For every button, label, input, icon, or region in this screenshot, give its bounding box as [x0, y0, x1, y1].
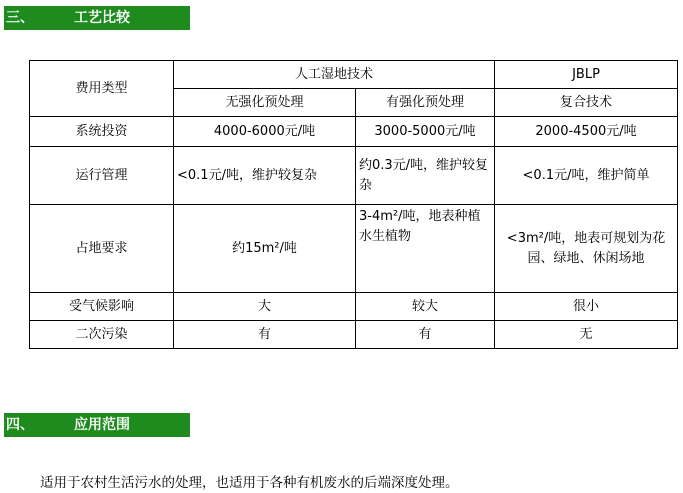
cell: 约0.3元/吨，维护较复杂: [356, 147, 495, 205]
section-heading-3: [4, 6, 190, 30]
comparison-table: [29, 60, 678, 349]
row-label: 受气候影响: [30, 293, 174, 321]
table-row: [30, 147, 678, 205]
section-title: 工艺比较: [74, 10, 130, 26]
cell: 较大: [356, 293, 495, 321]
table-row: [30, 321, 678, 349]
cell: 有: [356, 321, 495, 349]
cell: 大: [174, 293, 356, 321]
subheader-pretreatment: 有强化预处理: [356, 89, 495, 117]
row-label: 二次污染: [30, 321, 174, 349]
cell: 2000-4500元/吨: [495, 117, 678, 147]
subheader-no-pretreatment: 无强化预处理: [174, 89, 356, 117]
table-row: [30, 117, 678, 147]
cell: 无: [495, 321, 678, 349]
cell: <0.1元/吨，维护较复杂: [174, 147, 356, 205]
row-label: 系统投资: [30, 117, 174, 147]
column-header-jblp: JBLP: [495, 61, 678, 89]
column-header-wetland: 人工湿地技术: [174, 61, 495, 89]
section-number: 四、: [6, 417, 34, 433]
cell: 3000-5000元/吨: [356, 117, 495, 147]
table-row: [30, 293, 678, 321]
table-corner-header: 费用类型: [30, 61, 174, 117]
cell: <3m²/吨，地表可规划为花园、绿地、休闲场地: [495, 205, 678, 293]
cell: 3-4m²/吨，地表种植水生植物: [356, 205, 495, 293]
cell: 很小: [495, 293, 678, 321]
row-label: 占地要求: [30, 205, 174, 293]
section-number: 三、: [6, 10, 34, 26]
body-paragraph: 适用于农村生活污水的处理，也适用于各种有机废水的后端深度处理。: [40, 475, 459, 491]
cell: 4000-6000元/吨: [174, 117, 356, 147]
table-row: [30, 205, 678, 293]
cell: <0.1元/吨，维护简单: [495, 147, 678, 205]
section-title: 应用范围: [74, 417, 130, 433]
subheader-composite: 复合技术: [495, 89, 678, 117]
row-label: 运行管理: [30, 147, 174, 205]
cell: 约15m²/吨: [174, 205, 356, 293]
section-heading-4: [4, 413, 190, 437]
cell: 有: [174, 321, 356, 349]
